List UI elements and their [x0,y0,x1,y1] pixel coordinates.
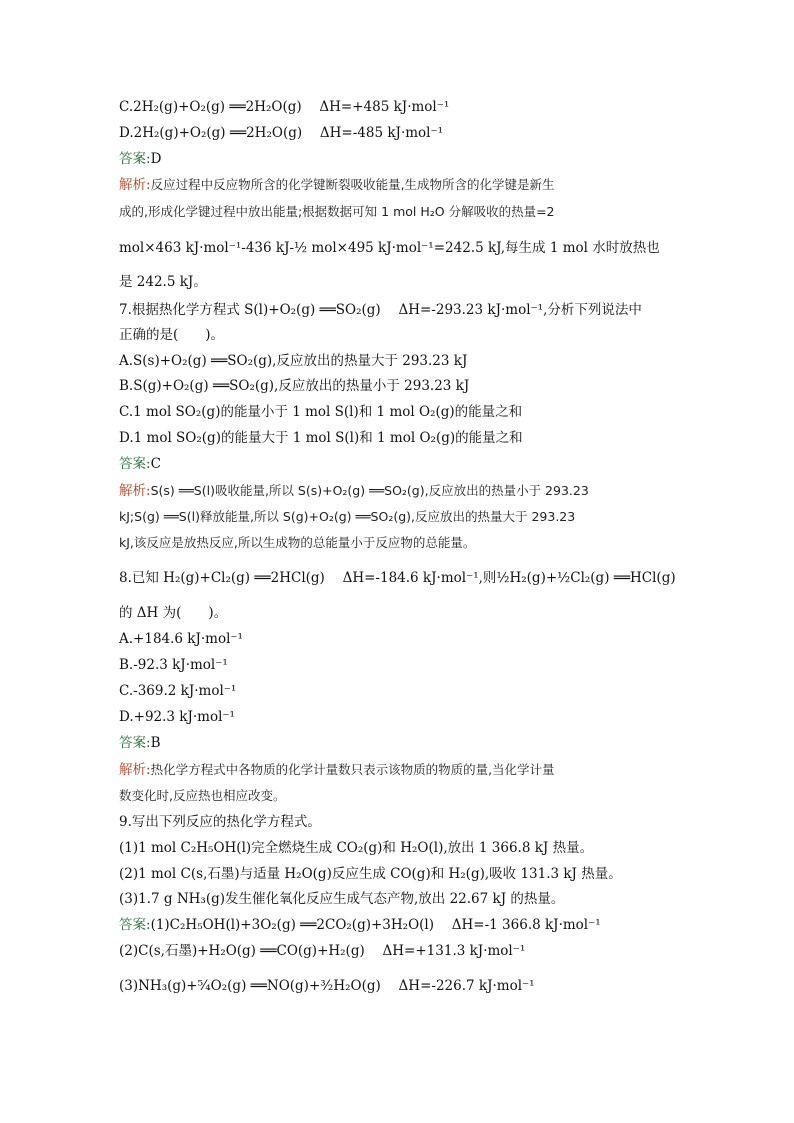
answer-line [119,733,679,753]
explanation-text-line: kJ,该反应是放热反应,所以生成物的总能量小于反应物的总能量。 [119,535,476,550]
option-c-line [119,97,679,117]
option-d-line: D.+92.3 kJ·mol⁻¹ [119,709,235,725]
option-c-line: C.-369.2 kJ·mol⁻¹ [119,683,237,699]
option-c-text: C.2H₂(g)+O₂(g) ══2H₂O(g) ΔH=+485 kJ·mol⁻¹ [119,99,450,115]
option-c-line: C.1 mol SO₂(g)的能量小于 1 mol S(l)和 1 mol O₂(g)的能量之和 [119,404,523,420]
question-9-stem: 9.写出下列反应的热化学方程式。 [119,814,321,830]
answer-value: C [150,456,161,472]
question-7-stem: 7.根据热化学方程式 S(l)+O₂(g) ══SO₂(g) ΔH=-293.23 kJ·mol⁻¹,分析下列说法中 [119,302,642,318]
question-9-part-3: (3)1.7 g NH₃(g)发生催化氧化反应生成气态产物,放出 22.67 kJ 的热量。 [119,891,565,907]
question-8-stem: 8.已知 H₂(g)+Cl₂(g) ══2HCl(g) ΔH=-184.6 kJ·mol⁻¹,则½H₂(g)+½Cl₂(g) ══HCl(g) [119,570,676,586]
option-a-line: A.S(s)+O₂(g) ══SO₂(g),反应放出的热量大于 293.23 kJ [119,353,468,369]
explanation-label: 解析: [119,483,151,499]
explanation-text: S(s) ══S(l)吸收能量,所以 S(s)+O₂(g) ══SO₂(g),反应放出的热量小于 293.23 [150,483,589,498]
answer-part-2: (2)C(s,石墨)+H₂O(g) ══CO(g)+H₂(g) ΔH=+131.3 kJ·mol⁻¹ [119,943,526,959]
explanation-text-line: 是 242.5 kJ。 [119,274,207,290]
answer-label: 答案: [119,456,151,472]
option-d-text: D.2H₂(g)+O₂(g) ══2H₂O(g) ΔH=-485 kJ·mol⁻¹ [119,125,444,141]
explanation-text-line: mol×463 kJ·mol⁻¹-436 kJ-½ mol×495 kJ·mol⁻¹=242.5 kJ,每生成 1 mol 水时放热也 [119,240,660,256]
answer-value: (1)C₂H₅OH(l)+3O₂(g) ══2CO₂(g)+3H₂O(l) ΔH=-1 366.8 kJ·mol⁻¹ [150,917,601,933]
answer-value: D [150,151,162,167]
explanation-label: 解析: [119,762,151,778]
answer-label: 答案: [119,151,151,167]
explanation-label: 解析: [119,177,151,193]
option-d-line [119,123,679,143]
question-9-part-2: (2)1 mol C(s,石墨)与适量 H₂O(g)反应生成 CO(g)和 H₂(g),吸收 131.3 kJ 热量。 [119,866,622,882]
explanation-text: 热化学方程式中各物质的化学计量数只表示该物质的物质的量,当化学计量 [150,762,555,777]
question-7-stem: 正确的是( )。 [119,327,225,343]
answer-label: 答案: [119,735,151,751]
question-9-part-1: (1)1 mol C₂H₅OH(l)完全燃烧生成 CO₂(g)和 H₂O(l),放出 1 366.8 kJ 热量。 [119,840,594,856]
answer-value: B [150,735,161,751]
explanation-line [119,481,679,501]
option-a-line: A.+184.6 kJ·mol⁻¹ [119,631,243,647]
explanation-line [119,175,679,195]
answer-line [119,454,679,474]
option-d-line: D.1 mol SO₂(g)的能量大于 1 mol S(l)和 1 mol O₂(g)的能量之和 [119,430,523,446]
option-b-line: B.-92.3 kJ·mol⁻¹ [119,657,228,673]
option-b-line: B.S(g)+O₂(g) ══SO₂(g),反应放出的热量小于 293.23 kJ [119,378,470,394]
answer-label: 答案: [119,917,151,933]
explanation-text-line: kJ;S(g) ══S(l)释放能量,所以 S(g)+O₂(g) ══SO₂(g),反应放出的热量大于 293.23 [119,509,576,524]
answer-line [119,915,679,935]
explanation-line [119,760,679,780]
answer-part-3: (3)NH₃(g)+⁵⁄₄O₂(g) ══NO(g)+³⁄₂H₂O(g) ΔH=-226.7 kJ·mol⁻¹ [119,978,535,994]
explanation-text: 反应过程中反应物所含的化学键断裂吸收能量,生成物所含的化学键是新生 [150,177,555,192]
explanation-text-line: 成的,形成化学键过程中放出能量;根据数据可知 1 mol H₂O 分解吸收的热量=2 [119,204,555,219]
explanation-text-line: 数变化时,反应热也相应改变。 [119,788,286,803]
question-8-stem: 的 ΔH 为( )。 [119,605,228,621]
answer-line [119,149,679,169]
